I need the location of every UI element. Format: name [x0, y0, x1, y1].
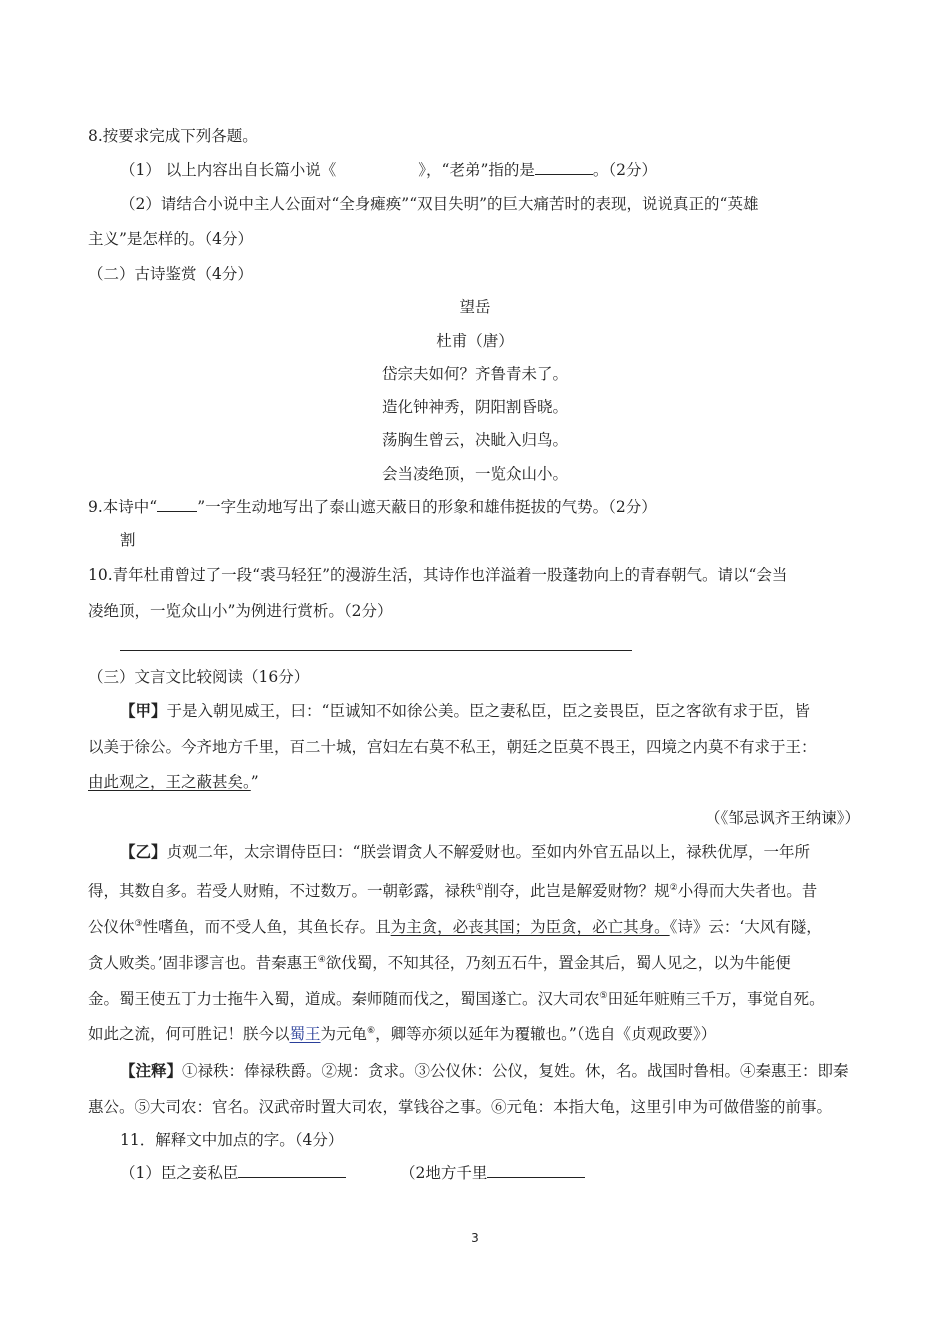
poem-author: 杜甫（唐） — [436, 332, 514, 350]
poem-title: 望岳 — [459, 298, 491, 316]
jia-label: 【甲】 — [120, 701, 167, 720]
poem-line-2: 造化钟神秀，阴阳割昏晓。 — [381, 398, 568, 416]
q10-line2: 凌绝顶，一览众山小”为例进行赏析。（2分） — [88, 602, 393, 620]
poem-line-3: 荡胸生曾云，决眦入归鸟。 — [381, 431, 568, 449]
q10-line1: 10.青年杜甫曾过了一段“裘马轻狂”的漫游生活，其诗作也洋溢着一股蓬勃向上的青春朝气。请以“会当 — [88, 566, 788, 584]
q8-part2-line2: 主义”是怎样的。（4分） — [88, 230, 254, 248]
shu-wang-link[interactable]: 蜀王 — [289, 1025, 321, 1044]
yi-line-1 — [120, 842, 810, 862]
note-ref-6: ⑥ — [367, 1026, 376, 1036]
jia-line-1 — [120, 701, 810, 721]
q11-item-1-text: （1）臣之妾私臣 — [120, 1164, 239, 1182]
q9-question — [88, 497, 657, 517]
notes-line-2: 惠公。⑤大司农：官名。汉武帝时置大司农，掌钱谷之事。⑥元龟：本指大龟，这里引申为可做借鉴的前事。 — [88, 1098, 833, 1116]
yi-line-2 — [88, 878, 817, 901]
jia-underlined-sentence: 由此观之，王之蔽甚矣。 — [88, 773, 251, 791]
q8-part1-text-b: 》，“老弟”指的是 — [418, 161, 535, 179]
yi-label: 【乙】 — [120, 842, 167, 861]
notes-label: 【注释】 — [120, 1061, 183, 1080]
yi-text-3b: 性嗜鱼，而不受人鱼，其鱼长存。且 — [142, 918, 391, 937]
yi-text-3c: 《诗》云：‘大风有隧， — [669, 918, 822, 937]
q11-title: 11．解释文中加点的字。（4分） — [120, 1131, 344, 1149]
jia-text-1: 于是入朝见威王，曰：“臣诚知不如徐公美。臣之妻私臣，臣之妾畏臣，臣之客欲有求于臣，皆 — [166, 702, 810, 720]
yi-text-1: 贞观二年，太宗谓侍臣曰：“朕尝谓贪人不解爱财也。至如内外官五品以上，禄秩优厚，一年所 — [166, 843, 810, 861]
notes-text-1: ①禄秩：俸禄秩爵。②规：贪求。③公仪休：公仪，复姓。休，名。战国时鲁相。④秦惠王：即秦 — [182, 1062, 849, 1080]
poem-line-4: 会当凌绝顶，一览众山小。 — [381, 465, 568, 483]
note-ref-3: ③ — [134, 919, 143, 929]
yi-text-2c: 小得而大失者也。昔 — [677, 882, 818, 901]
yi-text-5b: 田延年赃贿三千万，事觉自死。 — [607, 990, 825, 1009]
q9-answer: 割 — [120, 531, 136, 549]
q9-text-b: ”一字生动地写出了泰山遮天蔽日的形象和雄伟挺拔的气势。（2分） — [197, 498, 657, 516]
jia-quote-end: ” — [250, 773, 259, 791]
yi-text-4b: 欲伐蜀，不知其径，乃刻五石牛，置金其后，蜀人见之，以为牛能便 — [325, 954, 791, 973]
yi-text-6c: ，卿等亦须以延年为覆辙也。”（选自《贞观政要》） — [375, 1025, 717, 1044]
section2-heading: （二）古诗鉴赏（4分） — [88, 265, 253, 283]
jia-line-3 — [88, 772, 259, 792]
note-ref-4: ④ — [317, 955, 326, 965]
yi-text-6b: 为元龟 — [320, 1025, 368, 1044]
yi-line-3 — [88, 914, 822, 937]
yi-text-3a: 公仪休 — [88, 918, 135, 937]
q8-part2-line1: （2）请结合小说中主人公面对“全身瘫痪”“双目失明”的巨大痛苦时的表现，说说真正的“英雄 — [120, 195, 759, 213]
yi-text-6a: 如此之流，何可胜记！朕今以 — [88, 1025, 290, 1044]
q9-text-a: 9.本诗中“ — [88, 498, 158, 516]
yi-text-2a: 得，其数自多。若受人财贿，不过数万。一朝彰露，禄秩 — [88, 882, 476, 901]
poem-line-1: 岱宗夫如何？齐鲁青未了。 — [381, 365, 568, 383]
q11-item-1 — [120, 1163, 346, 1183]
yi-line-5 — [88, 986, 825, 1009]
q8-part1-text-a: （1） 以上内容出自长篇小说《 — [120, 161, 337, 179]
q10-answer-line[interactable] — [120, 650, 632, 651]
jia-source: （《邹忌讽齐王纳谏》） — [704, 809, 860, 827]
q8-part1 — [120, 160, 657, 180]
q11-item-2-text: （2地方千里 — [400, 1164, 488, 1182]
q8-part1-text-c: 。（2分） — [592, 161, 658, 179]
notes-line-1 — [120, 1061, 849, 1081]
q11-item-1-blank[interactable] — [238, 1163, 346, 1178]
q11-item-2 — [400, 1163, 585, 1183]
q11-item-2-blank[interactable] — [487, 1163, 585, 1178]
yi-text-5a: 金。蜀王使五丁力士拖牛入蜀，道成。秦师随而伐之，蜀国遂亡。汉大司农 — [88, 990, 600, 1009]
q8-answer-blank[interactable] — [535, 160, 593, 175]
yi-underlined-sentence: 为主贪，必丧其国；为臣贪，必亡其身。 — [390, 918, 670, 937]
note-ref-2: ② — [669, 883, 678, 893]
q9-answer-blank[interactable] — [157, 497, 197, 512]
note-ref-5: ⑤ — [599, 991, 608, 1001]
yi-text-2b: 削夺，此岂是解爱财物？规 — [483, 882, 670, 901]
page-number: 3 — [471, 1231, 479, 1245]
yi-line-4 — [88, 950, 791, 973]
section3-heading: （三）文言文比较阅读（16分） — [88, 668, 310, 686]
q8-title: 8.按要求完成下列各题。 — [88, 127, 258, 145]
yi-text-4a: 贪人败类。’固非谬言也。昔秦惠王 — [88, 954, 318, 973]
yi-line-6 — [88, 1021, 716, 1044]
note-ref-1: ① — [475, 883, 484, 893]
jia-line-2: 以美于徐公。今齐地方千里，百二十城，宫妇左右莫不私王，朝廷之臣莫不畏王，四境之内莫不有求于王： — [88, 738, 817, 756]
